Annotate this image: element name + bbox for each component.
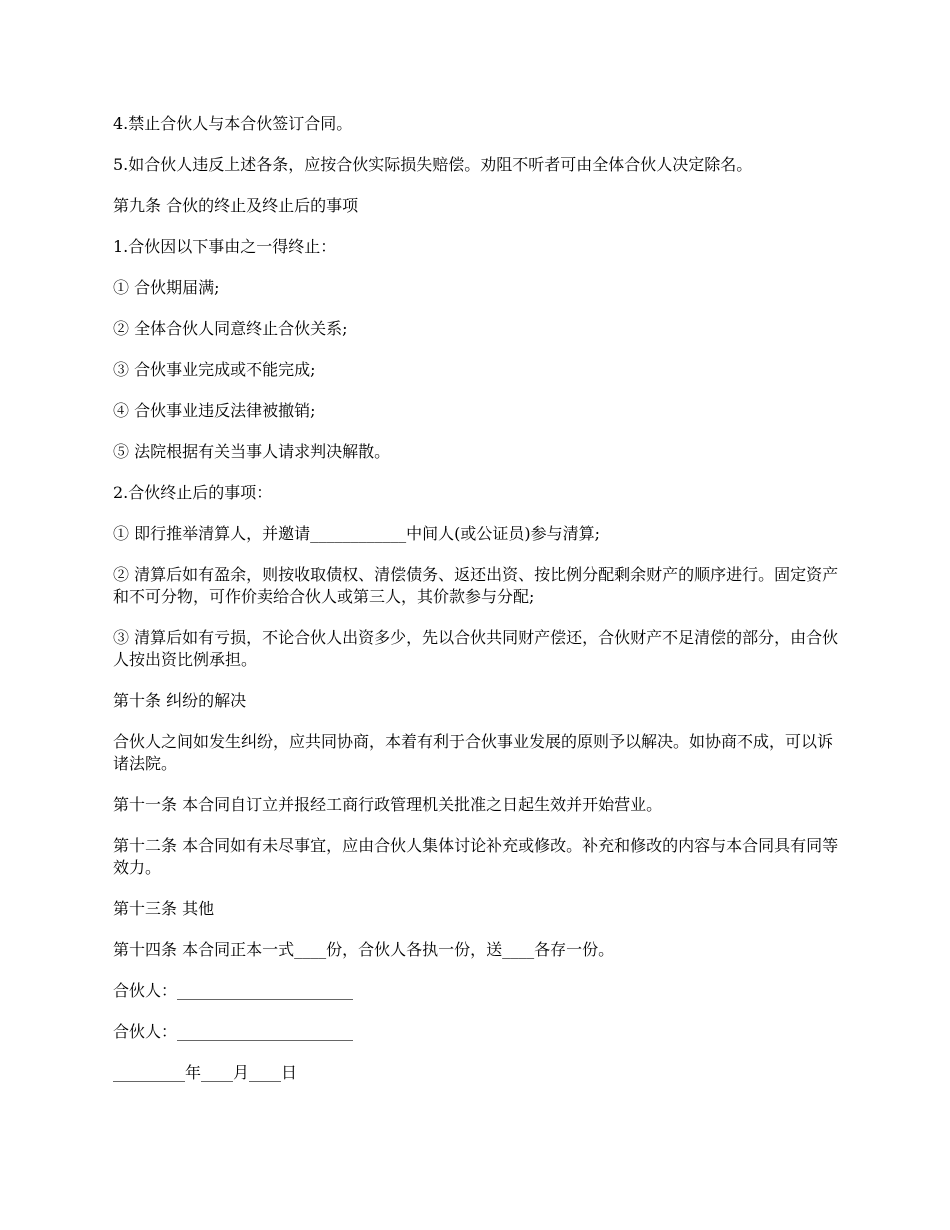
termination-item-5: ⑤ 法院根据有关当事人请求判决解散。 — [113, 442, 391, 461]
post-termination-intro: 2.合伙终止后的事项： — [113, 483, 273, 502]
termination-item-2: ② 全体合伙人同意终止合伙关系; — [113, 319, 348, 338]
termination-item-3: ③ 合伙事业完成或不能完成; — [113, 360, 316, 379]
article-14: 第十四条 本合同正本一式____份，合伙人各执一份，送____各存一份。 — [113, 940, 615, 959]
termination-causes-intro: 1.合伙因以下事由之一得终止： — [113, 237, 337, 256]
date-line: _________年____月____日 — [113, 1063, 298, 1082]
article-13: 第十三条 其他 — [113, 899, 215, 918]
article-12: 第十二条 本合同如有未尽事宜，应由合伙人集体讨论补充或修改。补充和修改的内容与本合同具有同等效力。 — [113, 836, 839, 877]
clause-4-no-contracts: 4.禁止合伙人与本合伙签订合同。 — [113, 114, 353, 133]
partner-signature-line-2: 合伙人：______________________ — [113, 1022, 354, 1041]
article-11: 第十一条 本合同自订立并报经工商行政管理机关批准之日起生效并开始营业。 — [113, 795, 663, 814]
article-9-heading: 第九条 合伙的终止及终止后的事项 — [113, 196, 359, 215]
post-termination-item-3: ③ 清算后如有亏损，不论合伙人出资多少，先以合伙共同财产偿还，合伙财产不足清偿的部分，由合伙人按出资比例承担。 — [113, 628, 839, 669]
partner-signature-line-1: 合伙人：______________________ — [113, 981, 354, 1000]
termination-item-4: ④ 合伙事业违反法律被撤销; — [113, 401, 316, 420]
termination-item-1: ① 合伙期届满; — [113, 278, 220, 297]
dispute-resolution-text: 合伙人之间如发生纠纷，应共同协商，本着有利于合伙事业发展的原则予以解决。如协商不成，可以诉诸法院。 — [113, 732, 834, 773]
post-termination-item-2: ② 清算后如有盈余，则按收取债权、清偿债务、返还出资、按比例分配剩余财产的顺序进行。固定资产和不可分物，可作价卖给合伙人或第三人，其价款参与分配; — [113, 565, 839, 606]
document-page — [113, 113, 848, 1103]
article-10-heading: 第十条 纠纷的解决 — [113, 691, 247, 710]
post-termination-item-1: ① 即行推举清算人，并邀请____________中间人(或公证员)参与清算; — [113, 524, 600, 543]
clause-5-compensation: 5.如合伙人违反上述各条，应按合伙实际损失赔偿。劝阻不听者可由全体合伙人决定除名。 — [113, 155, 753, 174]
